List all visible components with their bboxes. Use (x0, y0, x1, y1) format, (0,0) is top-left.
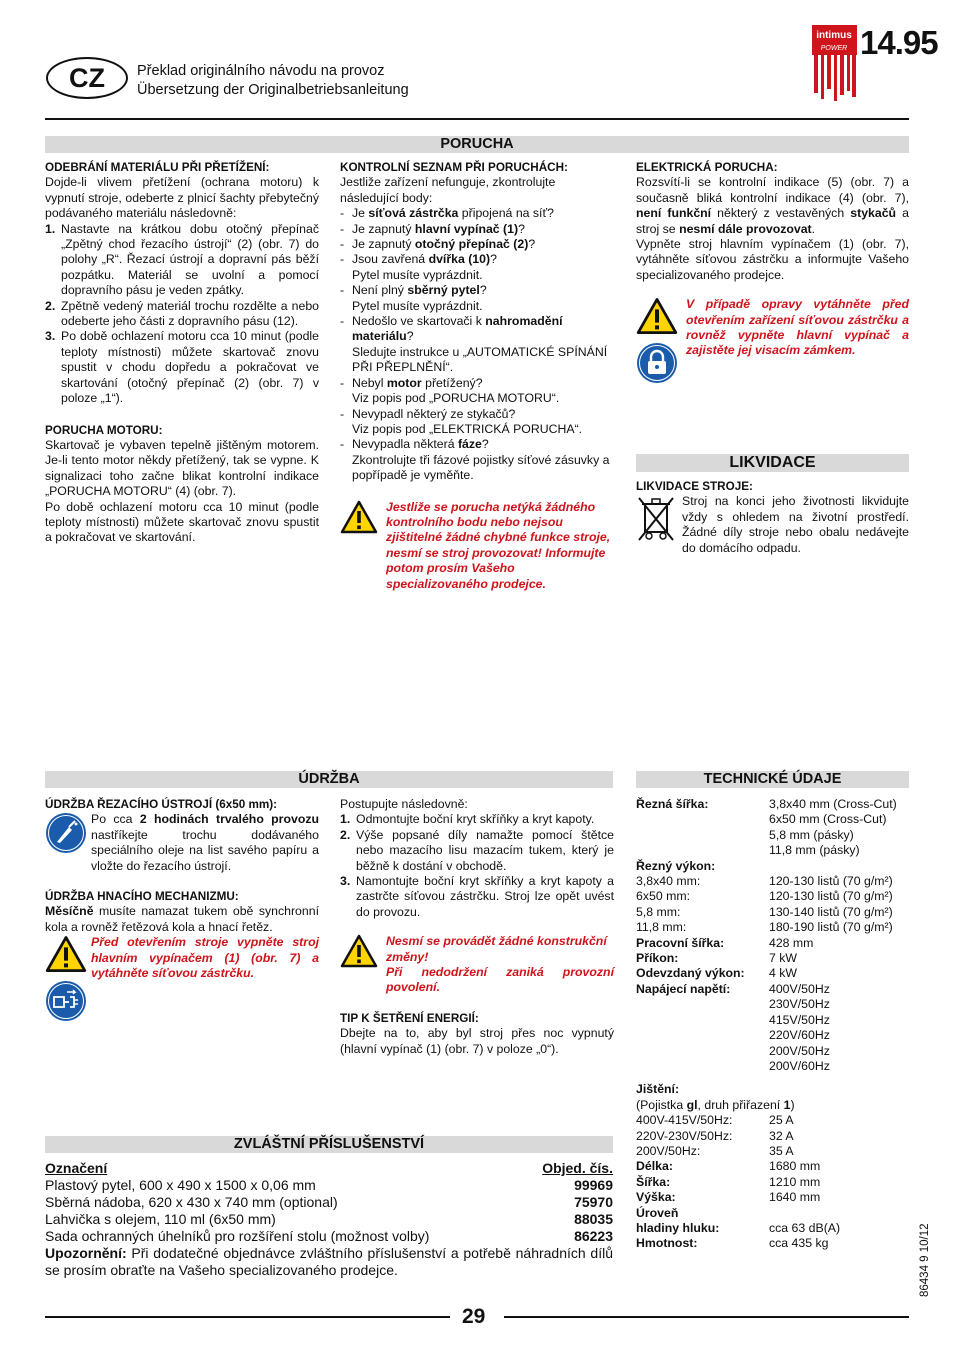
spec-row (636, 936, 909, 951)
footer-rule-right (504, 1316, 909, 1318)
subheading-checklist: KONTROLNÍ SEZNAM PŘI PORUCHÁCH: (340, 161, 568, 174)
check-item: - Nedošlo ve skartovači k nahromadění materiálu? Sledujte instrukce u „AUTOMATICKÉ SPÍNÁNÍ PŘI PŘEPLNĚNÍ“. (340, 314, 608, 375)
item-number: 3. (340, 874, 351, 889)
table-row (45, 1194, 613, 1211)
spec-label: 11,8 mm: (636, 920, 687, 935)
paragraph: Vypněte stroj hlavním vypínačem (1) (obr. 7), vytáhněte síťovou zástrčku a informujte Vašeho specializovaného prodejce. (636, 237, 909, 282)
svg-text:POWER: POWER (820, 45, 848, 52)
padlock-icon (636, 342, 678, 384)
paragraph: Po době ochlazení motoru cca 10 minut (podle teploty místnosti) můžete skartovač znovu spustit a pokračovat ve skartování. (45, 499, 319, 545)
spec-label (636, 997, 769, 1012)
spec-row (636, 889, 909, 904)
paragraph: Postupujte následovně: (340, 797, 468, 811)
warning-block (340, 500, 614, 592)
item-number: 2. (340, 827, 351, 842)
spec-label: 400V-415V/50Hz: (636, 1113, 733, 1128)
spec-label: 220V-230V/50Hz: (636, 1128, 733, 1143)
list-item (340, 812, 614, 827)
paragraph: Stroj na konci jeho životnosti likvidujte vždy s ohledem na životní prostředí. Žádné díly stroje nebo obalu nedávejte do domácího odpadu. (682, 494, 909, 555)
spec-row (636, 1129, 909, 1144)
paragraph: Dojde-li vlivem přetížení (ochrana motoru) k vypnutí stroje, odeberte z plnicí šachty přebytečný podávaného materiálu následovně: (45, 175, 319, 221)
spec-label: hladiny hluku: (636, 1220, 720, 1235)
spec-row (636, 1221, 909, 1236)
item-number: 1. (340, 812, 351, 827)
spec-row (636, 843, 909, 858)
check-item: - Je zapnutý otočný přepínač (2)? (340, 237, 536, 252)
spec-value: 32 A (769, 1128, 794, 1143)
spec-label: 3,8x40 mm: (636, 874, 701, 889)
spec-value: 4 kW (769, 966, 798, 981)
spec-row (636, 797, 909, 812)
spec-value: 180-190 listů (70 g/m²) (769, 920, 893, 935)
item-number: 88035 (574, 1211, 613, 1227)
table-row (45, 1177, 613, 1194)
spec-label (636, 1013, 769, 1028)
spec-label: Příkon: (636, 951, 679, 966)
spec-label: 5,8 mm: (636, 904, 681, 919)
item-text: Odmontujte boční kryt skříňky a kryt kapoty. (356, 812, 595, 827)
list-item (45, 329, 319, 406)
spec-row (636, 982, 909, 997)
spec-row (636, 1144, 909, 1159)
warning-block (45, 935, 319, 1026)
technical-data-table (636, 797, 909, 1252)
warning-block (340, 934, 614, 996)
spec-row (636, 828, 909, 843)
col-order-number: Objed. čís. (542, 1160, 613, 1176)
spec-value: 120-130 listů (70 g/m²) (769, 874, 893, 889)
item-name: Plastový pytel, 600 x 490 x 1500 x 0,06 mm (45, 1177, 316, 1193)
item-number: 2. (45, 298, 56, 313)
check-item: - Je zapnutý hlavní vypínač (1)? (340, 221, 525, 236)
item-number: 99969 (574, 1177, 613, 1193)
spec-value: 6x50 mm (Cross-Cut) (769, 812, 887, 827)
spec-label (636, 828, 769, 843)
section-porucha: PORUCHA (45, 136, 909, 153)
item-number: 3. (45, 329, 56, 344)
check-item: - Je síťová zástrčka připojená na síť? (340, 206, 554, 221)
section-technical-data: TECHNICKÉ ÚDAJE (636, 771, 909, 788)
spec-value: 200V/60Hz (769, 1058, 830, 1073)
warning-text: V případě opravy vytáhněte před otevřením zařízení síťovou zástrčku a rovněž vypněte hlavní vypínač a zajistěte jej visacím zámkem. (686, 297, 909, 358)
udrzba-column-1 (45, 797, 319, 1026)
header-line-1: Překlad originálního návodu na provoz (137, 63, 385, 79)
item-number: 1. (45, 221, 56, 236)
spec-value: 400V/50Hz (769, 981, 830, 996)
list-item (340, 874, 614, 920)
spec-row (636, 859, 909, 874)
paragraph: Po cca 2 hodinách trvalého provozu nastříkejte trochu dodávaného speciálního oleje na list savého papíru a vložte do řezacího ústrojí. (91, 812, 319, 873)
warning-icon (636, 297, 678, 335)
header-line-2: Übersetzung der Originalbetriebsanleitung (137, 82, 409, 98)
document-number: 86434 9 10/12 (919, 1223, 931, 1297)
item-name: Lahvička s olejem, 110 ml (6x50 mm) (45, 1211, 276, 1227)
spec-row (636, 874, 909, 889)
spec-row (636, 920, 909, 935)
col-designation: Označení (45, 1160, 108, 1176)
list-item (340, 828, 614, 874)
spec-value: 1640 mm (769, 1190, 821, 1205)
spec-value: 3,8x40 mm (Cross-Cut) (769, 797, 897, 811)
spec-row (636, 1175, 909, 1190)
item-number: 86223 (574, 1228, 613, 1244)
intimus-logo (812, 25, 857, 105)
spec-value: 200V/50Hz (769, 1043, 830, 1058)
spec-label: Řezný výkon: (636, 858, 716, 873)
porucha-column-2 (340, 160, 614, 592)
list-item (45, 222, 319, 299)
item-text: Nastavte na krátkou dobu otočný přepínač „Zpětný chod řezacího ústrojí“ (2) (obr. 7) do polohy „R“. Řezací ústrojí a dopravní pás běží pozpátku. Materiál se uvolní a pomocí dopravního pásu je veden zpátky. (61, 221, 319, 298)
table-row (45, 1228, 613, 1245)
spec-label (636, 843, 769, 858)
spec-row (636, 1159, 909, 1174)
paragraph: Měsíčně musíte namazat tukem obě synchronní kola a rovněž řetězová kola a hnací řetěz. (45, 904, 319, 934)
check-item: - Není plný sběrný pytel? Pytel musíte vyprázdnit. (340, 283, 487, 313)
spec-label (636, 1044, 769, 1059)
spec-value: 1680 mm (769, 1159, 821, 1174)
spec-row (636, 1059, 909, 1074)
spec-row (636, 1013, 909, 1028)
paragraph: Skartovač je vybaven tepelně jištěným motorem. Je-li tento motor někdy přetížený, tak se vypne. K signalizaci toho začne blikat kontrolní indikace „PORUCHA MOTORU“ (4) (obr. 7). (45, 437, 319, 499)
subheading-disposal: LIKVIDACE STROJE: (636, 480, 753, 493)
spec-row (636, 1236, 909, 1251)
section-accessories: ZVLÁŠTNÍ PŘÍSLUŠENSTVÍ (45, 1136, 613, 1153)
spec-label: Výška: (636, 1190, 676, 1205)
spec-row (636, 1190, 909, 1205)
spec-value: 25 A (769, 1113, 794, 1128)
page-number: 29 (462, 1305, 486, 1328)
section-udrzba: ÚDRŽBA (45, 771, 613, 788)
spec-label: Pracovní šířka: (636, 935, 725, 950)
warning-text: Nesmí se provádět žádné konstrukční změny! (386, 934, 607, 964)
spec-fuse-note: (Pojistka gl, druh přiřazení 1) (636, 1097, 795, 1112)
subheading-electric: ELEKTRICKÁ PORUCHA: (636, 161, 778, 174)
paragraph: Dbejte na to, aby byl stroj přes noc vypnutý (hlavní vypínač (1) (obr. 7) v poloze „0“). (340, 1026, 614, 1056)
spec-value: 1210 mm (769, 1174, 821, 1189)
spec-row (636, 1113, 909, 1128)
spec-value: 7 kW (769, 951, 798, 966)
spec-label: Úroveň (636, 1205, 679, 1220)
spec-value: 220V/60Hz (769, 1028, 830, 1043)
item-text: Zpětně vedený materiál trochu rozdělte a nebo odeberte jeho části z dopravního pásu (12). (61, 298, 319, 329)
accessories-header (45, 1160, 613, 1177)
subheading-energy-tip: TIP K ŠETŘENÍ ENERGIÍ: (340, 1011, 479, 1025)
spec-value: 130-140 listů (70 g/m²) (769, 904, 893, 919)
spec-row (636, 812, 909, 827)
accessories-table (45, 1160, 613, 1279)
spec-row (636, 951, 909, 966)
unplug-icon (45, 980, 87, 1022)
spec-value: 5,8 mm (pásky) (769, 827, 854, 842)
warning-text: Před otevřením stroje vypněte stroj hlavním vypínačem (1) (obr. 7) a vytáhněte síťovou zástrčku. (91, 935, 319, 981)
header-title (137, 62, 409, 100)
warning-icon (45, 935, 87, 973)
spec-label: Délka: (636, 1159, 673, 1174)
warning-icon (340, 500, 378, 534)
item-name: Sběrná nádoba, 620 x 430 x 740 mm (optional) (45, 1194, 338, 1210)
subheading-overload: ODEBRÁNÍ MATERIÁLU PŘI PŘETÍŽENÍ: (45, 161, 270, 174)
model-number: 14.95 (860, 24, 938, 61)
section-likvidace: LIKVIDACE (636, 454, 909, 472)
item-text: Po době ochlazení motoru cca 10 minut (podle teploty místnosti) můžete skartovač znovu spustit v chodu dopředu a pokračovat ve skartování (otočný přepínač (2) (obr. 7) v poloze „1“). (61, 329, 319, 406)
subheading-motor: PORUCHA MOTORU: (45, 423, 163, 437)
spec-label: Odevzdaný výkon: (636, 966, 745, 981)
language-code: CZ (69, 62, 105, 93)
oil-can-icon (45, 812, 87, 854)
svg-text:intimus: intimus (816, 30, 852, 41)
check-item: - Nevypadla některá fáze? Zkontrolujte tři fázové pojistky síťové zásuvky a popřípadě je vyměňte. (340, 437, 610, 483)
spec-row (636, 1206, 909, 1221)
check-item: - Nevypadl některý ze stykačů? Viz popis pod „ELEKTRICKÁ PORUCHA“. (340, 406, 583, 436)
spec-value: 230V/50Hz (769, 997, 830, 1012)
spec-label (636, 812, 769, 827)
porucha-column-3 (636, 160, 909, 388)
spec-label: Hmotnost: (636, 1236, 698, 1251)
paragraph: Rozsvítí-li se kontrolní indikace (5) (obr. 7) a současně bliká kontrolní indikace (4) (obr. 7), není funkční některý z vestavěných stykačů a stroj se nesmí dále provozovat. (636, 175, 910, 236)
spec-row (636, 905, 909, 920)
check-item: - Jsou zavřená dvířka (10)? Pytel musíte vyprázdnit. (340, 252, 497, 282)
language-badge (46, 57, 128, 99)
spec-row (636, 1028, 909, 1043)
udrzba-column-2 (340, 797, 614, 1057)
spec-row (636, 1044, 909, 1059)
spec-label: Řezná šířka: (636, 797, 709, 811)
item-text: Namontujte boční kryt skříňky a kryt kapoty a zastrčte síťovou zástrčku. Stroj lze opět uvést do provozu. (356, 874, 614, 919)
spec-label: 200V/50Hz: (636, 1143, 701, 1158)
header-rule (45, 118, 909, 120)
spec-label (636, 1028, 769, 1043)
spec-value: 35 A (769, 1143, 794, 1158)
table-row (45, 1211, 613, 1228)
spec-value: cca 63 dB(A) (769, 1220, 841, 1235)
spec-value (769, 859, 909, 874)
warning-icon (340, 934, 378, 968)
spec-value: cca 435 kg (769, 1236, 829, 1251)
footer-rule-left (45, 1316, 450, 1318)
spec-label: Napájecí napětí: (636, 981, 731, 996)
warning-block (636, 297, 909, 388)
item-number: 75970 (574, 1194, 613, 1210)
warning-text: Při nedodržení zaniká provozní povolení. (386, 965, 614, 995)
spec-row (636, 966, 909, 981)
spec-fuse-heading: Jištění: (636, 1082, 680, 1097)
spec-value: 120-130 listů (70 g/m²) (769, 889, 893, 904)
subheading-drive-maintenance: ÚDRŽBA HNACÍHO MECHANIZMU: (45, 890, 239, 904)
spec-label: Šířka: (636, 1174, 671, 1189)
crossed-bin-icon (636, 494, 676, 544)
likvidace-content (636, 479, 909, 556)
item-text: Výše popsané díly namažte pomocí štětce nebo mazacího lisu mazacím tukem, který je běžně k dostání v obchodě. (356, 827, 614, 873)
spec-value: 11,8 mm (pásky) (769, 843, 860, 858)
subheading-cutting-maintenance: ÚDRŽBA ŘEZACÍHO ÚSTROJÍ (6x50 mm): (45, 798, 278, 811)
check-item: - Nebyl motor přetížený? Viz popis pod „PORUCHA MOTORU“. (340, 375, 560, 406)
item-name: Sada ochranných úhelníků pro rozšíření stolu (možnost volby) (45, 1228, 430, 1244)
porucha-column-1 (45, 160, 319, 546)
list-item (45, 299, 319, 330)
spec-value: 428 mm (769, 935, 814, 950)
paragraph: Jestliže zařízení nefunguje, zkontrolujte následující body: (340, 175, 556, 205)
accessories-note: Upozornění: Při dodatečné objednávce zvláštního příslušenství a potřebě náhradních dílů se prosím obraťte na Vašeho specializovaného prodejce. (45, 1245, 613, 1278)
spec-row (636, 997, 909, 1012)
spec-value: 415V/50Hz (769, 1012, 830, 1027)
spec-label (636, 1059, 769, 1074)
spec-value (769, 1206, 909, 1221)
spec-label: 6x50 mm: (636, 889, 690, 904)
warning-text: Jestliže se porucha netýká žádného kontrolního bodu nebo nejsou zjištitelné žádné chybné funkce stroje, nesmí se stroj provozovat! Informujte potom prosím Vašeho specializovaného prodejce. (386, 499, 611, 591)
